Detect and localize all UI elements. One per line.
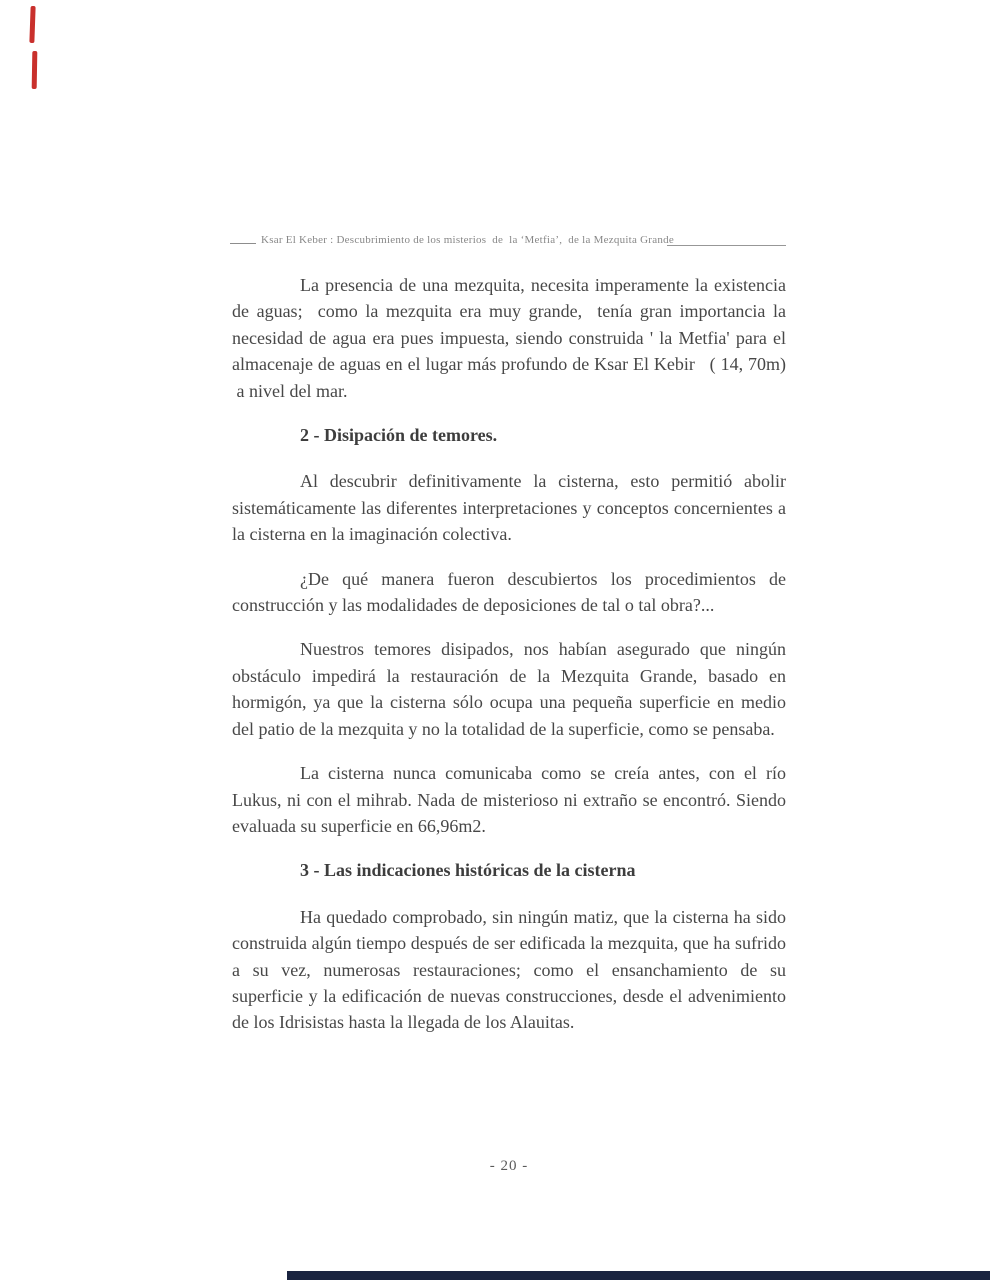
paragraph-cisterna-nunca-comunicaba: La cisterna nunca comunicaba como se creía antes, con el río Lukus, ni con el mihrab. Nada de misterioso ni extraño se encontró. Siendo evaluada su superficie en 66,96m2. <box>232 763 786 836</box>
scan-artifact-red-mark <box>29 6 35 43</box>
scan-artifact-bottom-bar <box>287 1271 990 1280</box>
paragraph-descubrir-cisterna: Al descubrir definitivamente la cisterna, esto permitió abolir sistemáticamente las diferentes interpretaciones y conceptos concernientes a la cisterna en la imaginación colectiva. <box>232 471 786 545</box>
page-body <box>232 272 786 1054</box>
paragraph-presencia-mezquita: La presencia de una mezquita, necesita imperamente la existencia de aguas; como la mezquita era muy grande, tenía gran importancia la necesidad de agua era pues impuesta, siendo construida ' la Metfia' para el almacenaje de aguas en el lugar más profundo de Ksar El Kebir ( 14, 70m) a nivel del mar. <box>232 275 786 401</box>
paragraph-ha-quedado-comprobado: Ha quedado comprobado, sin ningún matiz, que la cisterna ha sido construida algún tiempo después de ser edificada la mezquita, que ha sufrido a su vez, numerosas restauraciones; como el ensanchamiento de su superficie y la edificación de nuevas construcciones, desde el advenimiento de los Idrisistas hasta la llegada de los Alauitas. <box>232 906 786 1033</box>
section-heading-disipacion-temores: 2 - Disipación de temores. <box>300 425 498 446</box>
section-heading-indicaciones-historicas: 3 - Las indicaciones históricas de la cisterna <box>300 860 636 881</box>
running-header-title: Ksar El Keber : Descubrimiento de los misterios de la ‘Metfia’, de la Mezquita Grande <box>261 234 674 246</box>
paragraph-de-que-manera: ¿De qué manera fueron descubiertos los procedimientos de construcción y las modalidades de deposiciones de tal o tal obra?... <box>232 568 786 616</box>
scan-artifact-red-mark <box>32 51 38 89</box>
header-left-rule <box>230 243 256 244</box>
page-number: - 20 - <box>489 1158 529 1174</box>
header-right-rule <box>667 245 786 246</box>
paragraph-temores-disipados: Nuestros temores disipados, nos habían asegurado que ningún obstáculo impedirá la restauración de la Mezquita Grande, basado en hormigón, ya que la cisterna sólo ocupa una pequeña superficie en medio del patio de la mezquita y no la totalidad de la superficie, como se pensaba. <box>232 639 786 739</box>
